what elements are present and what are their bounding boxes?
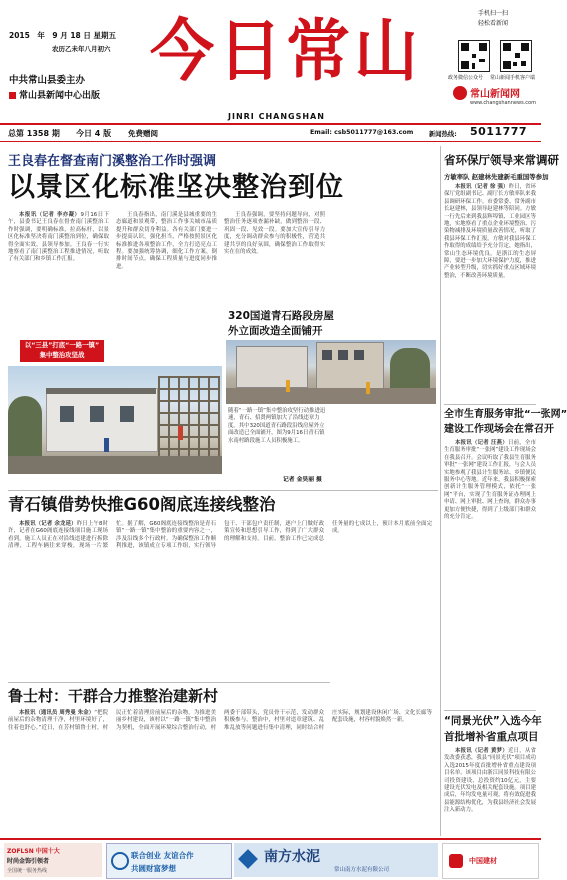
lucun-headline: 鲁士村：干群合力推整治建新村 xyxy=(8,687,219,705)
solar-body xyxy=(444,748,536,834)
lead-column-3 xyxy=(224,212,325,306)
ad-cnbm-logo-icon xyxy=(449,854,463,868)
wechat-label: 政务微信公众号 xyxy=(448,75,484,81)
ad-partner-line1: 联合创业 友谊合作 xyxy=(131,851,194,860)
solar-text: 近日，从省发改委获悉，我县“同景光伏”项目成功入选2015年度首批增补省重点建设项目名单。该项目由浙江同景科技有限公司投资建设，总投资约10亿元，主要建设光伏发电及相关配套设施。项目建成后，年均发电量可观，将有效促进我县能源结构优化，为我县经济社会发展注入新动力。 xyxy=(444,748,536,814)
birth-byline: 本报讯（记者 汪燕） xyxy=(455,440,508,446)
lead-col3-text: 王良春强调，要坚持问题导向，对照整治任务逐项查漏补缺，做到整治一段、巩固一段、见效一段。要加大宣传引导力度，充分调动群众参与的积极性，营造共建共享的良好氛围，确保整治工作取得实实在在的成效。 xyxy=(224,212,325,256)
email-label[interactable]: Email: csb5011777@163.com xyxy=(310,129,414,136)
party-paper-label: 中共常山县委主办 xyxy=(9,75,86,86)
hotline-label: 新闻热线: xyxy=(429,131,457,138)
mobile-hint-1: 手机扫一扫 xyxy=(478,10,509,17)
g60-text: 昨日上午8时许，记者在G60阁底连接线项目施工现场看到，施工人员正在对沿线违建进行拆除清理，工程车辆往来穿梭，现场一片繁忙。据了解，G60阁底连接线整治是青石镇“一路一镇”集中整治的重要内容之一，涉及沿线多个行政村。为确保整治工作顺利推进，该镇成立专项工作组，实行领导包干、干部包户责任制，逐户上门做好政策宣传和思想引导工作，得到了广大群众的理解和支持。目前，整治工作已完成总任务量的七成以上，预计本月底前全面完成。 xyxy=(8,521,432,550)
lunar-line: 农历乙未年八月初六 xyxy=(52,45,111,53)
newspaper-title: 今日常山 xyxy=(150,12,422,91)
g320-photo xyxy=(334,186,436,486)
birth-headline-1: 全市生育服务审批“一张网” xyxy=(444,409,567,420)
lead-byline: 本报讯（记者 李亦凝） xyxy=(19,212,81,218)
site-logo-icon xyxy=(453,86,467,100)
ad-partner-logo-icon xyxy=(111,852,129,870)
news-app-label: 常山新闻手机客户端 xyxy=(490,75,536,81)
g60-headline: 青石镇借势快推G60阁底连接线整治 xyxy=(8,495,276,514)
publisher-bullet-icon xyxy=(9,92,16,99)
masthead xyxy=(0,0,541,122)
ad-cement-company: 常山南方水泥有限公司 xyxy=(334,867,390,873)
site-name: 常山新闻网 xyxy=(470,89,520,100)
hotline-number: 5011777 xyxy=(470,125,528,138)
g60-body xyxy=(8,521,432,681)
ad-jewelry-contact: 全国统一服务热线 xyxy=(7,868,48,874)
lucun-text: “把院前屋后的杂物清理干净，村里环境好了，住着也舒心。”近日，在芳村镇鲁士村，村民正忙着清理房前屋后的杂物。为推进美丽乡村建设，该村以“一路一镇”集中整治为契机，全面开展环境综合整治行动，村两委干部带头，党员骨干示范，发动群众积极参与。整治中，村里对违章建筑、乱堆乱放等问题进行集中清理，同时结合村庄实际，规划建设休闲广场、文化长廊等配套设施，村容村貌焕然一新。 xyxy=(8,710,432,731)
news-app-qr-icon[interactable] xyxy=(500,40,532,72)
env-body xyxy=(444,184,536,402)
solar-byline: 本报讯（记者 黄梦） xyxy=(455,748,508,754)
ad-cement-brand: 南方水泥 xyxy=(264,849,320,865)
lead-col1-text: 9月16日下午，县委书记王良春在督查南门溪整治工作时强调，要明确标准，拉高标杆，以景区化标准坚决将南门溪整治到位，确保取得全面实效。县领导参加。王良春一行实地察看了南门溪整治工程推进情况，听取了有关部门和乡镇工作汇报。 xyxy=(8,212,109,263)
divider-birth xyxy=(444,404,536,405)
g60-byline: 本报讯（记者 余龙延） xyxy=(19,521,77,527)
lead-column-1 xyxy=(8,212,109,340)
info-bar xyxy=(0,123,541,142)
ad-cnbm-text: 中国建材 xyxy=(469,857,497,865)
divider-g60 xyxy=(8,490,438,491)
solar-headline-1: “同景光伏”入选今年 xyxy=(444,715,542,727)
lead-col2-text: 王良春指出，南门溪是县城重要的生态廊道和景观带，整治工作事关城市品质提升和群众切身利益。各有关部门要进一步提高认识，强化担当，严格按照景区化标准推进各项整治工作，全力打造亮点工程。要加强统筹协调，细化工作方案，倒排时间节点，确保工程质量与进度同步推进。 xyxy=(116,212,217,270)
lead-headline: 以景区化标准坚决整治到位 xyxy=(8,172,344,203)
solar-headline-2: 首批增补省重点项目 xyxy=(444,731,539,743)
footer-ads xyxy=(0,838,541,880)
lucun-byline: 本报讯（通讯员 周秀曼 朱金） xyxy=(19,710,95,716)
g320-headline-2: 外立面改造全面铺开 xyxy=(228,325,323,337)
birth-body xyxy=(444,440,536,708)
g320-caption-text: 随着“一路一镇”集中整治攻坚行动推进迅速，青石、招贤两镇加大了沿线违章力度。其中320国道青石路段沿线房屋外立面改造已全面铺开，图为9月16日青石镇水南村路段施工人员积极施工。 xyxy=(228,408,326,444)
env-byline: 本报讯（记者 徐 强） xyxy=(455,184,509,190)
date-line: 2015 年 9 月 18 日 星期五 xyxy=(9,31,116,40)
g320-headline-1: 320国道青石路段房屋 xyxy=(228,310,334,322)
ad-partner[interactable] xyxy=(106,843,232,879)
ad-jewelry[interactable] xyxy=(4,843,102,877)
env-headline: 省环保厅领导来常调研 xyxy=(444,153,559,167)
divider-lucun xyxy=(8,682,330,683)
divider-solar xyxy=(444,710,536,711)
campaign-label-line1: 以“三县”打底“一路一镇” xyxy=(24,341,100,349)
ad-jewelry-brand: ZOFLSN 中国十大 xyxy=(7,848,60,855)
issue-total: 总第 1358 期 xyxy=(8,129,60,138)
site-logo xyxy=(453,84,535,110)
right-column-divider xyxy=(440,146,441,836)
publisher-label xyxy=(9,88,100,101)
ad-cement-logo-icon xyxy=(238,849,258,869)
ad-jewelry-tag: 时尚金饰引领者 xyxy=(7,858,50,865)
pinyin-title: JINRI CHANGSHAN xyxy=(228,112,325,121)
site-url[interactable]: www.changshannews.com xyxy=(470,100,536,106)
ad-cnbm[interactable] xyxy=(442,843,539,879)
wechat-qr-icon[interactable] xyxy=(458,40,490,72)
lucun-body xyxy=(8,710,432,835)
birth-headline-2: 建设工作现场会在常召开 xyxy=(444,424,554,435)
env-text: 昨日，省环保厅党组副书记、副厅长方敏率队来我县调研环保工作。市委常委、常务副市长赵建林，县领导赵建林等陪同。方敏一行先后来到我县辉埠镇、工业园区等地，实地察看了重点企业环境整治、污染物减排及环境质量改善情况，听取了我县环保工作汇报。方敏对我县环保工作取得的成绩给予充分肯定，她指出，常山生态环境优良，是浙江的生态屏障，要进一步加大环境保护力度，推进产业转型升级，切实抓好重点区域环境整治，不断改善环境质量。 xyxy=(444,184,536,279)
ad-cement[interactable] xyxy=(234,843,438,877)
g320-main-photo xyxy=(226,340,436,404)
lead-photo xyxy=(8,366,222,474)
free-label: 免费赠阅 xyxy=(128,129,158,138)
birth-text: 日前，全市生育服务审批“一张网”建设工作现场会在我县召开。会议听取了我县生育服务审批“一张网”建设工作汇报，与会人员实地参观了我县计生服务站、乡镇便民服务中心等地。近年来，我县积极探索创新计生服务管理模式，依托“一张网”平台，实现了生育服务证办理网上申请、网上审批、网上查询，群众办事更加方便快捷，得到了上级部门和群众的充分肯定。 xyxy=(444,440,536,521)
env-subhead: 方敏率队 赵建林先建新毛重国等参加 xyxy=(444,173,549,181)
publisher-text: 常山县新闻中心出版 xyxy=(19,91,101,101)
campaign-label-box xyxy=(20,340,104,362)
page-count: 今日 4 版 xyxy=(76,129,112,138)
mobile-hint-2: 轻松看新闻 xyxy=(478,20,509,27)
lead-kicker: 王良春在督查南门溪整治工作时强调 xyxy=(8,154,217,169)
campaign-label-line2: 集中整治攻坚战 xyxy=(39,351,85,359)
g320-credit: 记者 金昊丽 摄 xyxy=(283,477,322,483)
ad-partner-line2: 共圆财富梦想 xyxy=(131,864,176,873)
